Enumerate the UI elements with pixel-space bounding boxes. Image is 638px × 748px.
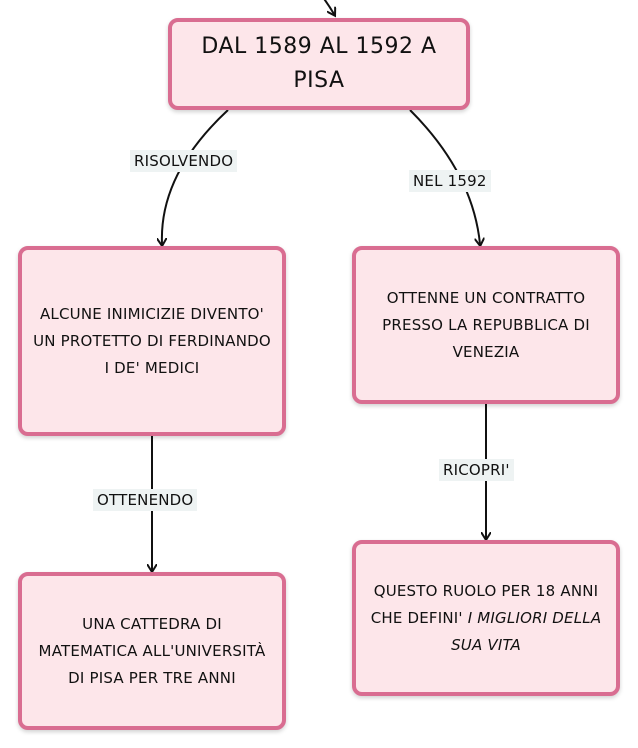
node-cattedra-text: UNA CATTEDRA DI MATEMATICA ALL'UNIVERSITÀ DI PISA PER TRE ANNI xyxy=(38,614,266,687)
edge-label-nel-1592: NEL 1592 xyxy=(409,170,491,192)
incoming-arrow xyxy=(322,0,334,14)
node-cattedra[interactable] xyxy=(18,572,286,730)
node-ruolo-text xyxy=(366,578,606,659)
edge-label-ottenendo: OTTENENDO xyxy=(93,489,197,511)
edge-label-risolvendo: RISOLVENDO xyxy=(130,150,237,172)
node-ruolo[interactable] xyxy=(352,540,620,696)
edge-label-ricopri: RICOPRI' xyxy=(439,459,514,481)
node-root[interactable] xyxy=(168,18,470,110)
node-inimicizie[interactable] xyxy=(18,246,286,436)
node-ruolo-emphasis: I MIGLIORI DELLA SUA VITA xyxy=(451,608,602,654)
node-inimicizie-text: ALCUNE INIMICIZIE DIVENTO' UN PROTETTO DI FERDINANDO I DE' MEDICI xyxy=(33,304,271,377)
node-root-text: DAL 1589 AL 1592 A PISA xyxy=(201,34,437,93)
node-contratto[interactable] xyxy=(352,246,620,404)
node-contratto-text: OTTENNE UN CONTRATTO PRESSO LA REPUBBLICA DI VENEZIA xyxy=(382,288,590,361)
node-ruolo-plain: QUESTO RUOLO PER 18 ANNI CHE DEFINI' xyxy=(370,581,599,627)
edge-risolvendo xyxy=(162,110,228,244)
